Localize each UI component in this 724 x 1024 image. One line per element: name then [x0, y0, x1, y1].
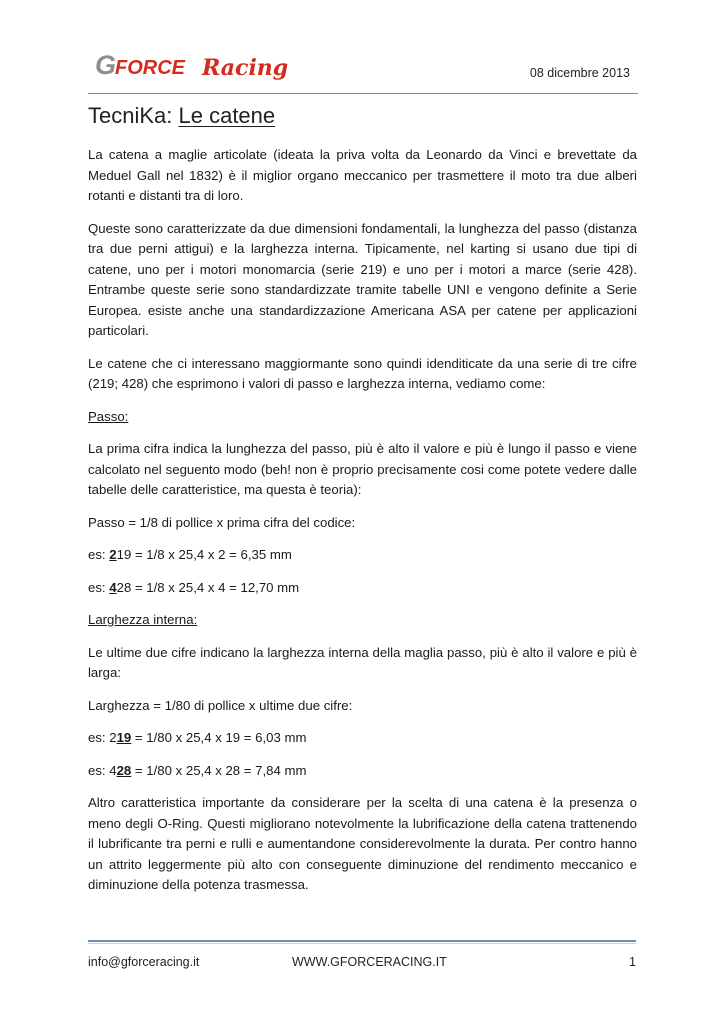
example-highlight: 4 [109, 579, 117, 595]
passo-example-219 [88, 545, 637, 566]
article-body [88, 145, 637, 908]
section-heading-larghezza [88, 610, 637, 631]
header-divider [88, 93, 638, 94]
document-date: 08 dicembre 2013 [529, 66, 630, 80]
paragraph-passo: La prima cifra indica la lunghezza del passo, più è alto il valore e più è lungo il passo e viene calcolato nel seguento modo (beh! non è proprio precisamente cosi come potete vedere dalle tabelle delle caratteristice, ma questa è teoria): [88, 441, 637, 497]
footer-divider [88, 940, 636, 942]
paragraph-dimensions: Queste sono caratterizzate da due dimensioni fondamentali, la lunghezza del passo (distanza tra due perni attigui) e la larghezza interna. Tipicamente, nel karting si usano due tipi di catene, uno per i motori monomarcia (serie 219) e uno per i motori a marce (serie 428). Entrambe queste serie sono standardizzate tramite tabelle UNI e vengono definite a Serie Europea. esiste anche una standardizzazione Americana ASA per catene per applicazioni particolari. [88, 220, 637, 338]
example-highlight: 19 [116, 730, 132, 745]
example-prefix: es: [88, 579, 110, 595]
paragraph-larghezza: Le ultime due cifre indicano la larghezza interna della maglia passo, più è alto il valore e più è larga: [88, 644, 637, 680]
paragraph-intro: La catena a maglie articolate (ideata la priva volta da Leonardo da Vinci e brevettate da Meduel Gall nel 1832) è il miglior organo meccanico per trasmettere il moto tra due alberi rotanti e distanti tra di loro. [88, 147, 637, 203]
page-title [88, 103, 275, 129]
page-number: 1 [629, 955, 636, 969]
passo-example-428 [88, 578, 637, 599]
larghezza-example-219 [88, 728, 637, 749]
paragraph-series: Le catene che ci interessano maggiormante sono quindi idenditicate da una serie di tre cifre (219; 428) che esprimono i valori di passo e larghezza interna, vediamo come: [88, 355, 637, 391]
example-rest: 28 = 1/8 x 25,4 x 4 = 12,70 mm [116, 579, 300, 595]
logo-force: FORCE [115, 57, 185, 79]
logo-graphic [95, 48, 315, 84]
example-rest: = 1/80 x 25,4 x 28 = 7,84 mm [131, 762, 307, 778]
passo-formula: Passo = 1/8 di pollice x prima cifra del codice: [88, 514, 356, 530]
example-highlight: 2 [109, 547, 117, 562]
logo-g: G [95, 50, 117, 80]
larghezza-heading-text: Larghezza interna: [88, 612, 198, 627]
example-prefix: es: 4 [88, 762, 117, 778]
example-rest: = 1/80 x 25,4 x 19 = 6,03 mm [131, 730, 307, 745]
footer-email: info@gforceracing.it [88, 955, 200, 969]
passo-heading-text: Passo: [88, 408, 129, 424]
footer-divider-shadow [88, 943, 636, 944]
footer-website: WWW.GFORCERACING.IT [292, 955, 447, 969]
larghezza-formula: Larghezza = 1/80 di pollice x ultime due cifre: [88, 697, 353, 713]
example-highlight: 28 [116, 762, 132, 778]
paragraph-o-ring: Altro caratteristica importante da considerare per la scelta di una catena è la presenza o meno degli O-Ring. Questi migliorano notevolmente la lubrificazione della catena trattenendo il lubrificante tra perni e rulli e aumentandone considerevolmente la durata. Per contro hanno un attrito leggermente più alto con conseguente diminuzione del rendimento meccanico e diminuzione della potenza trasmessa. [88, 795, 637, 892]
section-heading-passo [88, 407, 637, 428]
page-header [88, 40, 638, 95]
gforce-racing-logo [95, 48, 315, 84]
title-subject: Le catene [178, 103, 276, 128]
larghezza-example-428 [88, 761, 637, 782]
example-prefix: es: [88, 547, 110, 562]
logo-racing: Racing [202, 55, 289, 81]
example-prefix: es: 2 [88, 730, 117, 745]
title-prefix: TecniKa: [88, 103, 179, 128]
example-rest: 19 = 1/8 x 25,4 x 2 = 6,35 mm [116, 547, 292, 562]
